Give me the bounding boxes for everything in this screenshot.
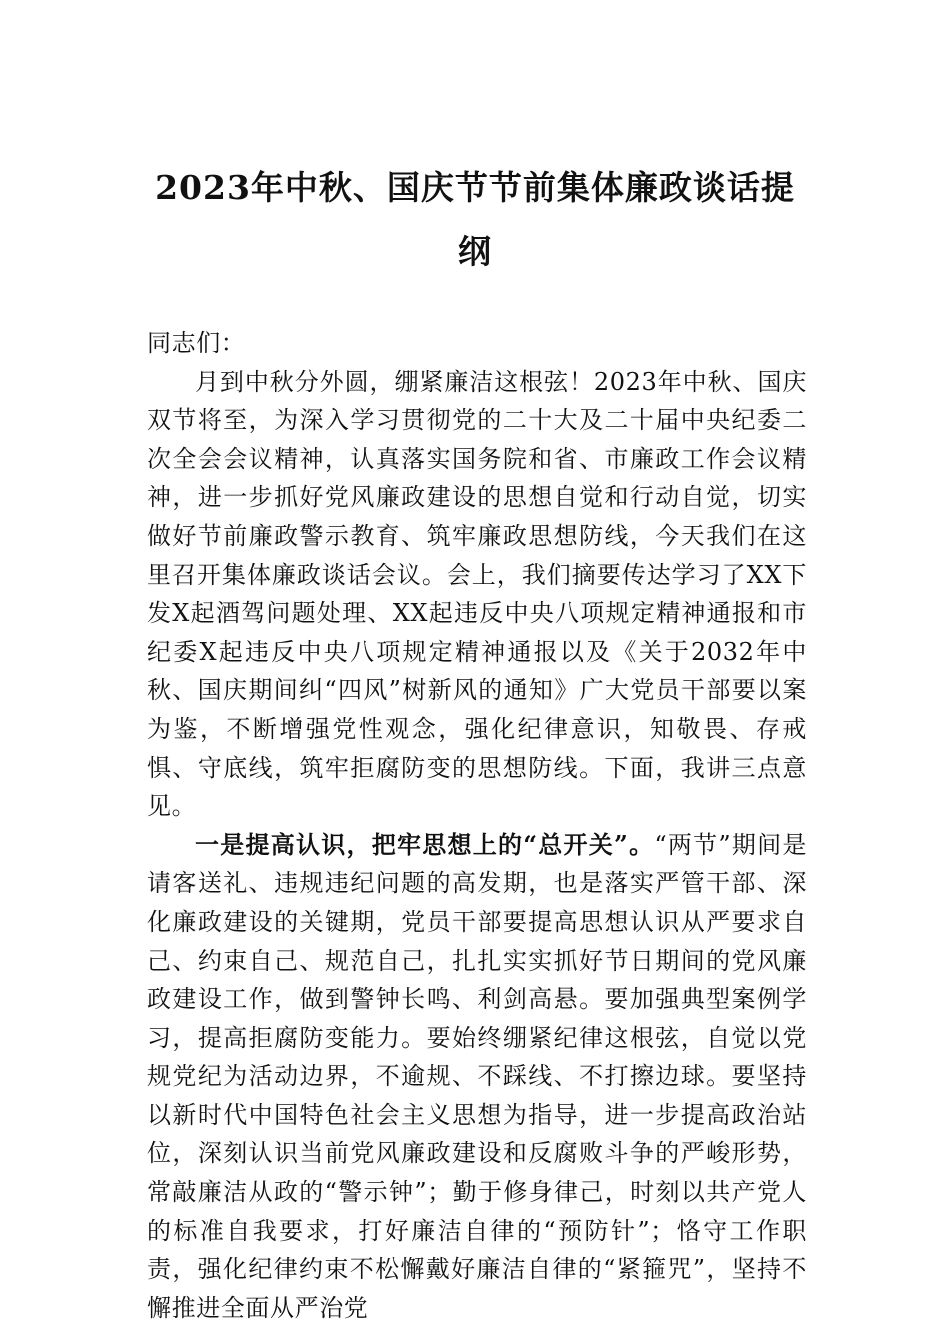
- paragraph-point-one: [147, 826, 807, 1328]
- document-title: 2023年中秋、国庆节节前集体廉政谈话提纲: [155, 168, 795, 271]
- point-one-heading: 一是提高认识，把牢思想上的“总开关”。: [195, 829, 655, 859]
- point-one-body: “两节”期间是请客送礼、违规违纪问题的高发期，也是落实严管干部、深化廉政建设的关键期，党员干部要提高思想认识从严要求自己、约束自己、规范自己，扎扎实实抓好节日期间的党风廉政建设工作，做到警钟长鸣、利剑高悬。要加强典型案例学习，提高拒腐防变能力。要始终绷紧纪律这根弦，自觉以党规党纪为活动边界，不逾规、不踩线、不打擦边球。要坚持以新时代中国特色社会主义思想为指导，进一步提高政治站位，深刻认识当前党风廉政建设和反腐败斗争的严峻形势，常敲廉洁从政的“警示钟”；勤于修身律己，时刻以共产党人的标准自我要求，打好廉洁自律的“预防针”；恪守工作职责，强化纪律约束不松懈戴好廉洁自律的“紧箍咒”，坚持不懈推进全面从严治党: [147, 830, 807, 1322]
- paragraph-intro: 月到中秋分外圆，绷紧廉洁这根弦！2023年中秋、国庆双节将至，为深入学习贯彻党的二十大及二十届中央纪委二次全会会议精神，认真落实国务院和省、市廉政工作会议精神，进一步抓好党风廉政建设的思想自觉和行动自觉，切实做好节前廉政警示教育、筑牢廉政思想防线，今天我们在这里召开集体廉政谈话会议。会上，我们摘要传达学习了XX下发X起酒驾问题处理、XX起违反中央八项规定精神通报和市纪委X起违反中央八项规定精神通报以及《关于2032年中秋、国庆期间纠“四风”树新风的通知》广大党员干部要以案为鉴，不断增强党性观念，强化纪律意识，知敬畏、存戒惧、守底线，筑牢拒腐防变的思想防线。下面，我讲三点意见。: [147, 367, 807, 821]
- document-body: [147, 324, 807, 1327]
- salutation: 同志们：: [147, 329, 246, 357]
